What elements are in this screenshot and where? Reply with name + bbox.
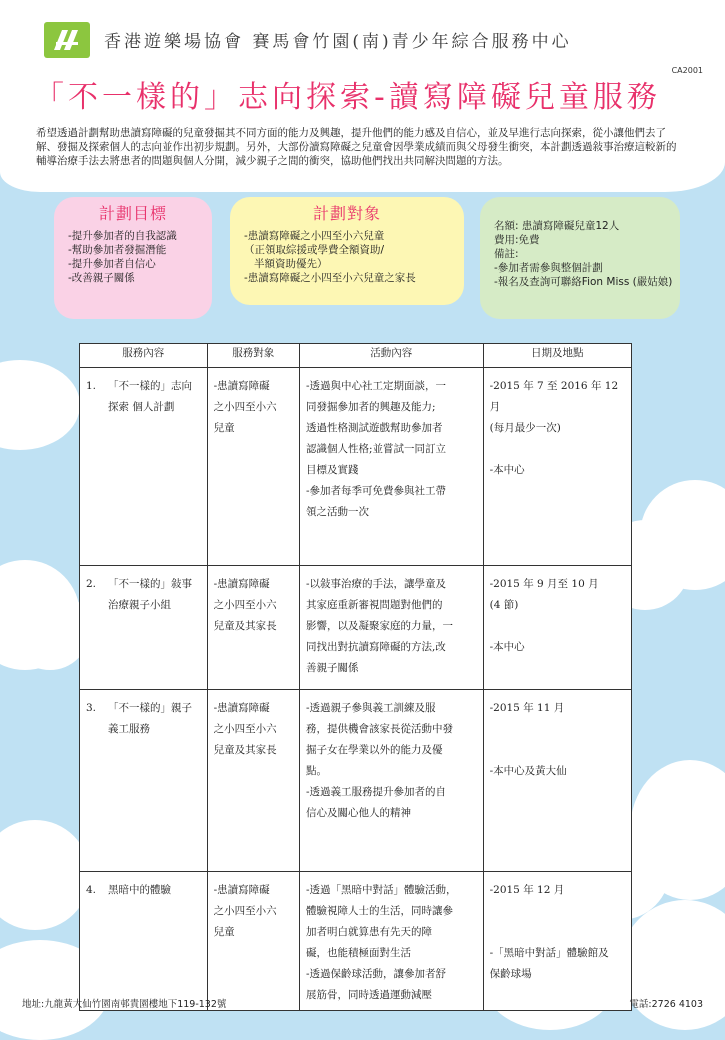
date-line: -2015 年 7 至 2016 年 12 月 <box>489 380 619 413</box>
content-cell <box>299 566 483 690</box>
content-line: -參加者每季可免費參與社工帶 <box>305 485 447 497</box>
service-line: 「不一樣的」志向 <box>108 380 192 392</box>
document-code: CA2001 <box>671 66 703 75</box>
goal-item: -幫助參加者發掘潛能 <box>68 244 167 256</box>
content-line: 同發掘參加者的興趣及能力; <box>305 401 436 413</box>
service-line: 「不一樣的」親子 <box>108 702 192 714</box>
page-title: 「不一樣的」志向探索-讀寫障礙兒童服務 <box>34 80 661 115</box>
service-line: 黑暗中的體驗 <box>108 884 171 896</box>
target-item: -患讀寫障礙之小四至小六兒童 <box>244 230 385 242</box>
content-line: 領之活動一次 <box>305 506 369 518</box>
column-header: 日期及地點 <box>483 344 631 368</box>
content-line: 務，提供機會該家長從活動中發 <box>305 723 453 735</box>
content-cell <box>299 368 483 566</box>
target-cell <box>207 566 299 690</box>
target-item: -患讀寫障礙之小四至小六兒童之家長 <box>244 272 416 284</box>
goal-item: -提升參加者自信心 <box>68 258 156 270</box>
info-box <box>480 197 680 319</box>
date-line: -本中心 <box>489 464 525 476</box>
content-line: 善親子關係 <box>305 662 359 674</box>
content-cell <box>299 872 483 1011</box>
content-cell <box>299 690 483 872</box>
date-line: -2015 年 9 月至 10 月 <box>489 578 599 590</box>
content-line: 信心及關心他人的精神 <box>305 807 411 819</box>
content-line: 目標及實踐 <box>305 464 359 476</box>
target-line: -患讀寫障礙 <box>213 380 270 392</box>
content-line: 掘子女在學業以外的能力及優 <box>305 744 443 756</box>
table-row <box>80 872 632 1011</box>
date-line: -「黑暗中對話」體驗館及 <box>489 947 609 959</box>
target-line: 兒童 <box>213 422 235 434</box>
target-item: 半額資助優先） <box>254 258 328 270</box>
content-line: -透過「黑暗中對話」體驗活動， <box>305 884 457 896</box>
targets-title: 計劃對象 <box>312 204 381 223</box>
service-cell <box>80 368 208 566</box>
cloud-decoration <box>0 360 80 450</box>
info-item: -報名及查詢可聯絡Fion Miss (嚴姑娘) <box>494 276 673 288</box>
targets-box <box>230 197 464 305</box>
date-cell <box>483 690 631 872</box>
content-line: 其家庭重新審視問題對他們的 <box>305 599 443 611</box>
service-cell <box>80 690 208 872</box>
target-line: -患讀寫障礙 <box>213 884 270 896</box>
goal-item: -改善親子關係 <box>68 272 135 284</box>
target-line: 之小四至小六 <box>213 723 277 735</box>
service-line: 探索 個人計劃 <box>108 401 175 413</box>
footer-address: 地址:九龍黃大仙竹園南邨貴園樓地下119-132號 <box>22 999 227 1010</box>
target-line: 之小四至小六 <box>213 401 277 413</box>
table-row <box>80 690 632 872</box>
date-line: (每月最少一次) <box>489 422 561 434</box>
content-line: -透過保齡球活動，讓參加者舒 <box>305 968 447 980</box>
info-item: 費用:免費 <box>494 234 540 246</box>
row-number: 1. <box>86 380 97 392</box>
row-number: 4. <box>86 884 97 896</box>
info-item: -參加者需參與整個計劃 <box>494 262 603 274</box>
row-number: 3. <box>86 702 97 714</box>
date-line: -2015 年 11 月 <box>489 702 565 714</box>
date-line: -本中心及黃大仙 <box>489 765 567 777</box>
target-cell <box>207 368 299 566</box>
logo-mark-icon <box>52 28 82 52</box>
intro-text: 希望透過計劃幫助患讀寫障礙的兒童發掘其不同方面的能力及興趣，提升他們的能力感及自信心，並及早進行志向探索，從小讓他們去了解、發掘及探索個人的志向並作出初步規劃。另外，大部份讀寫障礙之兒童會因學業成績而與父母發生衝突，本計劃透過敍事治療這較新的輔導治療手法去將患者的問題與個人分開，減少親子之間的衝突，協助他們找出共同解決問題的方法。 <box>36 127 677 167</box>
content-line: -透過與中心社工定期面談，一 <box>305 380 447 392</box>
schedule-table <box>79 343 632 1011</box>
content-line: -以敍事治療的手法，讓學童及 <box>305 578 447 590</box>
target-line: 之小四至小六 <box>213 905 277 917</box>
content-line: 展筋骨，同時透過運動減壓 <box>305 989 432 1001</box>
target-cell <box>207 690 299 872</box>
column-header: 活動內容 <box>299 344 483 368</box>
content-line: 同找出對抗讀寫障礙的方法,改 <box>305 641 446 653</box>
target-line: -患讀寫障礙 <box>213 702 270 714</box>
target-line: 之小四至小六 <box>213 599 277 611</box>
target-cell <box>207 872 299 1011</box>
goals-title: 計劃目標 <box>98 204 167 223</box>
goals-box <box>54 197 212 319</box>
cloud-decoration <box>0 820 90 930</box>
date-cell <box>483 566 631 690</box>
content-line: 加者明白就算患有先天的障 <box>305 926 432 938</box>
content-line: -透過義工服務提升參加者的自 <box>305 786 447 798</box>
column-header: 服務內容 <box>80 344 208 368</box>
target-line: 兒童及其家長 <box>213 620 277 632</box>
footer-phone: 電話:2726 4103 <box>629 999 703 1010</box>
service-cell <box>80 566 208 690</box>
table-row <box>80 566 632 690</box>
org-name: 香港遊樂場協會 賽馬會竹園(南)青少年綜合服務中心 <box>104 32 572 52</box>
table-header-row <box>80 344 632 368</box>
target-line: 兒童 <box>213 926 235 938</box>
column-header: 服務對象 <box>207 344 299 368</box>
date-cell <box>483 368 631 566</box>
logo <box>44 22 90 58</box>
service-cell <box>80 872 208 1011</box>
date-line: -本中心 <box>489 641 525 653</box>
target-line: -患讀寫障礙 <box>213 578 270 590</box>
row-number: 2. <box>86 578 97 590</box>
date-line: (4 節) <box>489 599 519 611</box>
service-line: 治療親子小組 <box>108 599 171 611</box>
content-line: -透過親子參與義工訓練及服 <box>305 702 436 714</box>
info-item: 名額: 患讀寫障礙兒童12人 <box>494 220 620 232</box>
target-item: （正領取綜援或學費全額資助/ <box>244 244 385 256</box>
date-line: -2015 年 12 月 <box>489 884 565 896</box>
table-row <box>80 368 632 566</box>
date-line: 保齡球場 <box>489 968 532 980</box>
target-line: 兒童及其家長 <box>213 744 277 756</box>
info-item: 備註: <box>494 248 519 260</box>
cloud-decoration <box>620 900 725 1030</box>
goal-item: -提升參加者的自我認識 <box>68 230 177 242</box>
cloud-decoration <box>10 590 90 670</box>
content-line: 認識個人性格;並嘗試一同訂立 <box>305 443 446 455</box>
service-line: 義工服務 <box>108 723 150 735</box>
content-line: 礙，也能積極面對生活 <box>305 947 411 959</box>
content-line: 點。 <box>305 765 327 777</box>
content-line: 體驗視障人士的生活，同時讓參 <box>305 905 453 917</box>
content-line: 透過性格測試遊戲幫助參加者 <box>305 422 443 434</box>
date-cell <box>483 872 631 1011</box>
content-line: 影響，以及凝聚家庭的力量，一 <box>305 620 453 632</box>
service-line: 「不一樣的」敍事 <box>108 578 192 590</box>
